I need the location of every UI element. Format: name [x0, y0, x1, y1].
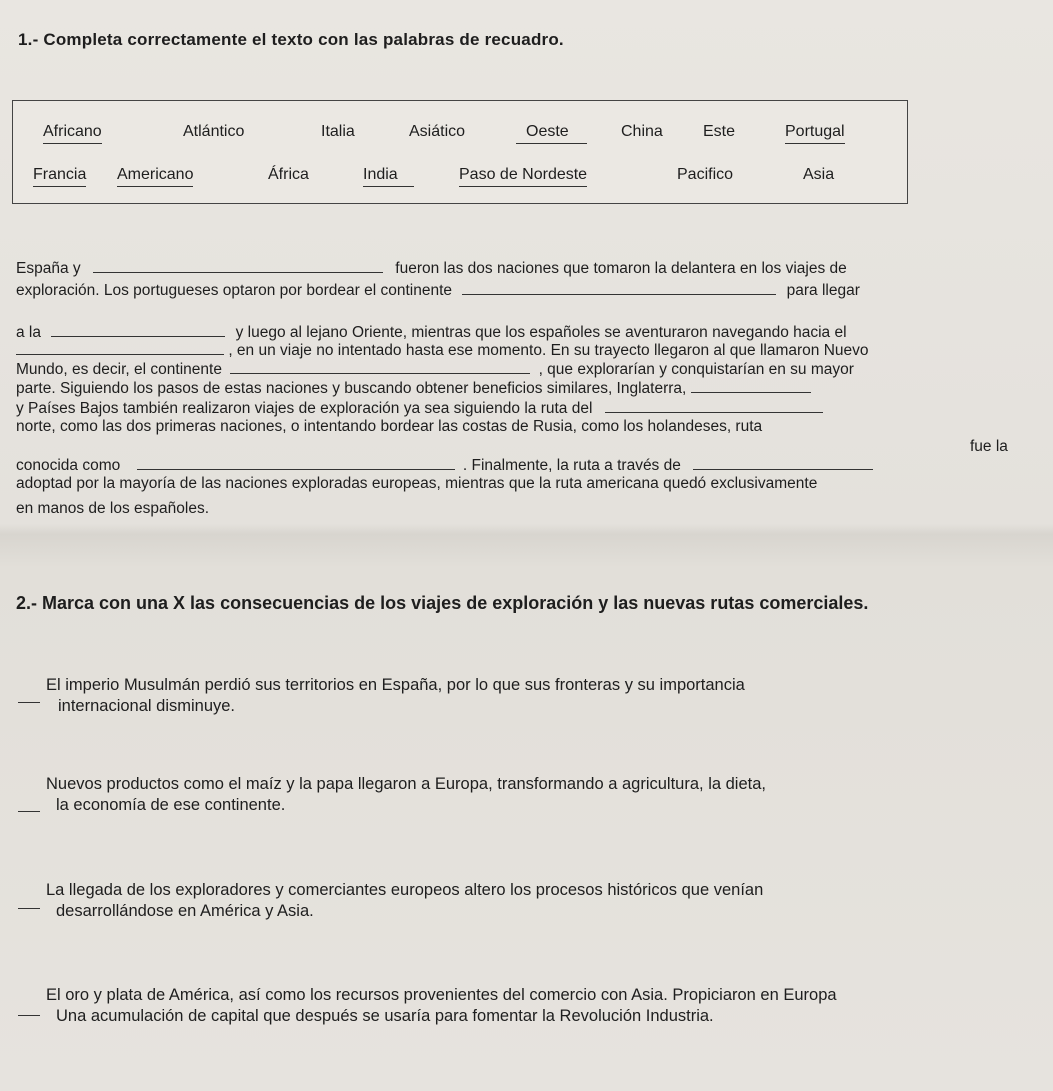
answer-blank[interactable]: [93, 258, 383, 273]
word-bank-item: África: [268, 166, 309, 183]
paragraph-line: [16, 378, 811, 398]
checkbox-blank[interactable]: [18, 811, 40, 812]
consequence-item-3: [46, 881, 763, 921]
word-bank-box: [12, 100, 908, 204]
paragraph-text: . Finalmente, la ruta a través de: [462, 457, 681, 474]
consequence-item-1: [46, 676, 745, 716]
item-text: El oro y plata de América, así como los recursos provenientes del comercio con Asia. Propiciaron en Europa: [46, 986, 837, 1004]
answer-blank[interactable]: [605, 398, 823, 413]
word-bank-item: Italia: [321, 123, 355, 140]
word-bank-item: Oeste: [516, 123, 587, 144]
paragraph-text: fueron las dos naciones que tomaron la delantera en los viajes de: [395, 260, 847, 277]
paragraph-line: [16, 500, 209, 518]
answer-blank[interactable]: [230, 359, 530, 374]
item-text: internacional disminuye.: [58, 697, 236, 715]
paragraph-line: [16, 359, 854, 379]
paragraph-text: norte, como las dos primeras naciones, o intentando bordear las costas de Rusia, como los holandeses, ruta: [16, 418, 763, 435]
checkbox-blank[interactable]: [18, 908, 40, 909]
paragraph-text: a la: [16, 324, 41, 341]
word-bank-item: Pacifico: [677, 166, 734, 183]
paragraph-line: [16, 258, 847, 278]
word-bank-item: Asiático: [409, 123, 466, 140]
paragraph-text: adoptad por la mayoría de las naciones exploradas europeas, mientras que la ruta americana quedó exclusivamente: [16, 475, 818, 492]
word-bank-item: Portugal: [785, 123, 845, 144]
checkbox-blank[interactable]: [18, 1015, 40, 1016]
question-2-title: 2.- Marca con una X las consecuencias de los viajes de exploración y las nuevas rutas comerciales.: [16, 593, 869, 613]
answer-blank[interactable]: [693, 455, 873, 470]
item-text: Nuevos productos como el maíz y la papa llegaron a Europa, transformando a agricultura, la dieta,: [46, 775, 766, 793]
consequence-item-4: [46, 986, 837, 1026]
consequence-item-2: [46, 775, 766, 815]
paragraph-line: [16, 398, 823, 418]
paragraph-text: y Países Bajos también realizaron viajes de exploración ya sea siguiendo la ruta del: [16, 400, 593, 417]
item-text: la economía de ese continente.: [56, 796, 286, 814]
word-bank-item: Africano: [43, 123, 102, 144]
paragraph-text: y luego al lejano Oriente, mientras que los españoles se aventuraron navegando hacia el: [235, 324, 847, 341]
paragraph-text: fue la: [970, 438, 1008, 455]
item-text: desarrollándose en América y Asia.: [56, 902, 314, 920]
checkbox-blank[interactable]: [18, 702, 40, 703]
item-text: Una acumulación de capital que después se usaría para fomentar la Revolución Industria.: [56, 1007, 714, 1025]
item-text: El imperio Musulmán perdió sus territorios en España, por lo que sus fronteras y su importancia: [46, 676, 745, 694]
paragraph-text: Mundo, es decir, el continente: [16, 361, 222, 378]
paragraph-line: [970, 438, 1008, 456]
paragraph-line: [16, 322, 847, 342]
answer-blank[interactable]: [691, 378, 811, 393]
question-1-title: 1.- Completa correctamente el texto con las palabras de recuadro.: [18, 30, 564, 49]
answer-blank[interactable]: [462, 280, 776, 295]
paragraph-text: en manos de los españoles.: [16, 500, 210, 517]
answer-blank[interactable]: [137, 455, 455, 470]
paragraph-line: [16, 455, 873, 475]
word-bank-item: China: [621, 123, 663, 140]
paragraph-text: conocida como: [16, 457, 121, 474]
word-bank-item: Francia: [33, 166, 86, 187]
word-bank-item: Americano: [117, 166, 193, 187]
word-bank-item: Paso de Nordeste: [459, 166, 587, 187]
word-bank-item: Asia: [803, 166, 835, 183]
paragraph-text: , que explorarían y conquistarían en su mayor: [538, 361, 854, 378]
paragraph-text: España y: [16, 260, 81, 277]
word-bank-item: Este: [703, 123, 736, 140]
item-text: La llegada de los exploradores y comerciantes europeos altero los procesos históricos que venían: [46, 881, 764, 899]
paragraph-line: [16, 475, 817, 493]
paragraph-line: [16, 418, 762, 436]
word-bank-item: India: [363, 166, 414, 187]
paragraph-line: [16, 340, 869, 360]
paragraph-text: , en un viaje no intentado hasta ese momento. En su trayecto llegaron al que llamaron Nuevo: [228, 342, 869, 359]
word-bank-item: Atlántico: [183, 123, 245, 140]
paragraph-line: [16, 280, 860, 300]
answer-blank[interactable]: [16, 340, 224, 355]
answer-blank[interactable]: [51, 322, 225, 337]
paragraph-text: para llegar: [786, 282, 860, 299]
paragraph-text: exploración. Los portugueses optaron por bordear el continente: [16, 282, 453, 299]
paragraph-text: parte. Siguiendo los pasos de estas naciones y buscando obtener beneficios similares, Inglaterra,: [16, 380, 687, 397]
